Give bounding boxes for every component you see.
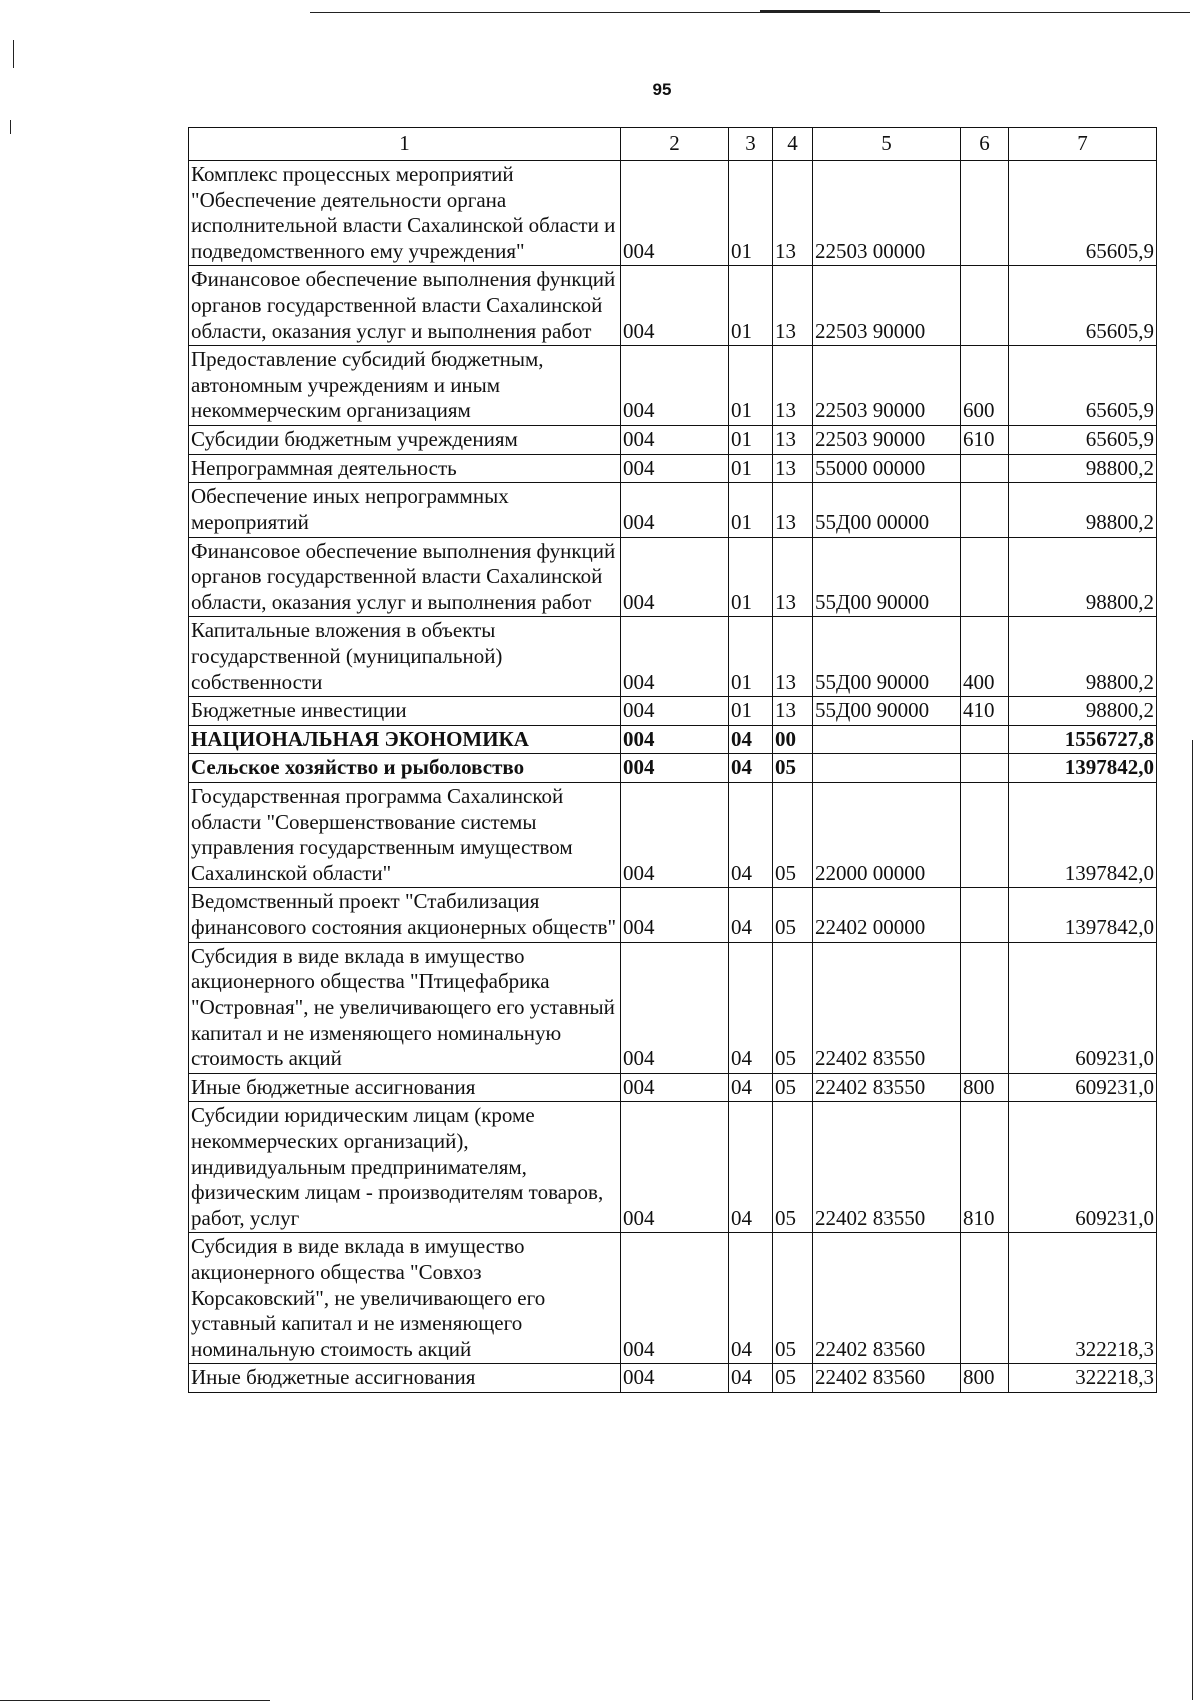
grbs-code-cell: 004 [621,783,729,888]
section-code-cell: 04 [729,725,773,754]
table-row [189,161,1157,266]
subsection-code-cell: 13 [773,537,813,617]
scan-artifact-left-mark [10,120,11,134]
table-row [189,888,1157,942]
expense-type-cell: 400 [961,617,1009,697]
expense-type-cell [961,942,1009,1073]
amount-cell: 65605,9 [1009,161,1157,266]
target-article-cell: 22503 90000 [813,426,961,455]
table-row [189,1073,1157,1102]
item-name-cell: Иные бюджетные ассигнования [189,1364,621,1393]
table-row [189,1233,1157,1364]
table-row [189,426,1157,455]
amount-cell: 98800,2 [1009,483,1157,537]
amount-cell: 65605,9 [1009,426,1157,455]
section-code-cell: 04 [729,942,773,1073]
section-code-cell: 01 [729,266,773,346]
amount-cell: 65605,9 [1009,346,1157,426]
column-header: 2 [621,128,729,161]
subsection-code-cell: 13 [773,454,813,483]
expense-type-cell: 810 [961,1102,1009,1233]
target-article-cell: 22402 83550 [813,942,961,1073]
item-name-cell: Субсидия в виде вклада в имущество акционерного общества "Совхоз Корсаковский", не увеличивающего его уставный капитал и не изменяющего номинальную стоимость акций [189,1233,621,1364]
grbs-code-cell: 004 [621,697,729,726]
table-row [189,725,1157,754]
grbs-code-cell: 004 [621,346,729,426]
table-body [189,161,1157,1393]
target-article-cell: 55Д00 90000 [813,617,961,697]
grbs-code-cell: 004 [621,1233,729,1364]
target-article-cell [813,725,961,754]
grbs-code-cell: 004 [621,266,729,346]
amount-cell: 98800,2 [1009,537,1157,617]
table-row [189,454,1157,483]
amount-cell: 609231,0 [1009,1102,1157,1233]
table-row [189,346,1157,426]
table-row [189,537,1157,617]
item-name-cell: Финансовое обеспечение выполнения функций органов государственной власти Сахалинской области, оказания услуг и выполнения работ [189,266,621,346]
table-row [189,1102,1157,1233]
section-code-cell: 01 [729,426,773,455]
section-code-cell: 04 [729,1364,773,1393]
expense-type-cell [961,454,1009,483]
item-name-cell: Государственная программа Сахалинской области "Совершенствование системы управления государственным имуществом Сахалинской области" [189,783,621,888]
grbs-code-cell: 004 [621,942,729,1073]
item-name-cell: Капитальные вложения в объекты государственной (муниципальной) собственности [189,617,621,697]
amount-cell: 1556727,8 [1009,725,1157,754]
subsection-code-cell: 13 [773,266,813,346]
expense-type-cell: 600 [961,346,1009,426]
item-name-cell: Предоставление субсидий бюджетным, автономным учреждениям и иным некоммерческим организациям [189,346,621,426]
item-name-cell: Ведомственный проект "Стабилизация финансового состояния акционерных обществ" [189,888,621,942]
target-article-cell: 55000 00000 [813,454,961,483]
item-name-cell: Субсидия в виде вклада в имущество акционерного общества "Птицефабрика "Островная", не увеличивающего его уставный капитал и не изменяющего номинальную стоимость акций [189,942,621,1073]
target-article-cell: 55Д00 90000 [813,697,961,726]
table-row [189,942,1157,1073]
grbs-code-cell: 004 [621,754,729,783]
subsection-code-cell: 13 [773,161,813,266]
scan-artifact-bottom-line [0,1700,270,1701]
subsection-code-cell: 00 [773,725,813,754]
item-name-cell: НАЦИОНАЛЬНАЯ ЭКОНОМИКА [189,725,621,754]
column-header: 4 [773,128,813,161]
expense-type-cell [961,537,1009,617]
section-code-cell: 04 [729,1073,773,1102]
target-article-cell: 22402 83560 [813,1364,961,1393]
subsection-code-cell: 13 [773,483,813,537]
grbs-code-cell: 004 [621,426,729,455]
target-article-cell: 22402 83550 [813,1102,961,1233]
target-article-cell: 22402 00000 [813,888,961,942]
section-code-cell: 04 [729,1102,773,1233]
column-header: 6 [961,128,1009,161]
expense-type-cell [961,1233,1009,1364]
scan-artifact-left-mark [13,40,14,68]
expense-type-cell [961,266,1009,346]
grbs-code-cell: 004 [621,483,729,537]
item-name-cell: Финансовое обеспечение выполнения функций органов государственной власти Сахалинской области, оказания услуг и выполнения работ [189,537,621,617]
amount-cell: 98800,2 [1009,454,1157,483]
grbs-code-cell: 004 [621,537,729,617]
scan-artifact-right-edge [1192,740,1193,1700]
scan-artifact-top-mark [760,10,880,13]
section-code-cell: 01 [729,537,773,617]
table-row [189,266,1157,346]
table-row [189,483,1157,537]
page-number: 95 [652,80,672,99]
subsection-code-cell: 13 [773,697,813,726]
section-code-cell: 04 [729,783,773,888]
item-name-cell: Сельское хозяйство и рыболовство [189,754,621,783]
section-code-cell: 01 [729,454,773,483]
expense-type-cell [961,888,1009,942]
target-article-cell: 55Д00 90000 [813,537,961,617]
section-code-cell: 01 [729,697,773,726]
column-header: 1 [189,128,621,161]
amount-cell: 1397842,0 [1009,888,1157,942]
target-article-cell [813,754,961,783]
table-row [189,617,1157,697]
budget-table [188,127,1157,1393]
expense-type-cell: 800 [961,1364,1009,1393]
target-article-cell: 22000 00000 [813,783,961,888]
column-number-row [189,128,1157,161]
target-article-cell: 55Д00 00000 [813,483,961,537]
table-row [189,1364,1157,1393]
item-name-cell: Субсидии бюджетным учреждениям [189,426,621,455]
subsection-code-cell: 05 [773,888,813,942]
amount-cell: 609231,0 [1009,1073,1157,1102]
table-row [189,754,1157,783]
expense-type-cell: 610 [961,426,1009,455]
grbs-code-cell: 004 [621,617,729,697]
section-code-cell: 01 [729,617,773,697]
subsection-code-cell: 05 [773,1233,813,1364]
grbs-code-cell: 004 [621,888,729,942]
subsection-code-cell: 13 [773,426,813,455]
amount-cell: 98800,2 [1009,617,1157,697]
section-code-cell: 04 [729,888,773,942]
grbs-code-cell: 004 [621,1364,729,1393]
subsection-code-cell: 13 [773,346,813,426]
target-article-cell: 22402 83560 [813,1233,961,1364]
target-article-cell: 22503 90000 [813,346,961,426]
section-code-cell: 04 [729,754,773,783]
section-code-cell: 04 [729,1233,773,1364]
subsection-code-cell: 05 [773,783,813,888]
column-header: 5 [813,128,961,161]
column-header: 3 [729,128,773,161]
expense-type-cell: 800 [961,1073,1009,1102]
target-article-cell: 22402 83550 [813,1073,961,1102]
grbs-code-cell: 004 [621,1073,729,1102]
subsection-code-cell: 05 [773,1102,813,1233]
grbs-code-cell: 004 [621,1102,729,1233]
table-row [189,783,1157,888]
expense-type-cell: 410 [961,697,1009,726]
expense-type-cell [961,725,1009,754]
subsection-code-cell: 05 [773,1364,813,1393]
table-row [189,697,1157,726]
amount-cell: 98800,2 [1009,697,1157,726]
grbs-code-cell: 004 [621,725,729,754]
expense-type-cell [961,161,1009,266]
expense-type-cell [961,783,1009,888]
amount-cell: 609231,0 [1009,942,1157,1073]
amount-cell: 65605,9 [1009,266,1157,346]
item-name-cell: Субсидии юридическим лицам (кроме некоммерческих организаций), индивидуальным предпринимателям, физическим лицам - производителям товаров, работ, услуг [189,1102,621,1233]
item-name-cell: Комплекс процессных мероприятий "Обеспечение деятельности органа исполнительной власти Сахалинской области и подведомственного ему учреждения" [189,161,621,266]
amount-cell: 322218,3 [1009,1233,1157,1364]
section-code-cell: 01 [729,483,773,537]
subsection-code-cell: 05 [773,1073,813,1102]
target-article-cell: 22503 00000 [813,161,961,266]
target-article-cell: 22503 90000 [813,266,961,346]
expense-type-cell [961,483,1009,537]
subsection-code-cell: 13 [773,617,813,697]
item-name-cell: Иные бюджетные ассигнования [189,1073,621,1102]
subsection-code-cell: 05 [773,942,813,1073]
item-name-cell: Непрограммная деятельность [189,454,621,483]
grbs-code-cell: 004 [621,454,729,483]
section-code-cell: 01 [729,346,773,426]
amount-cell: 1397842,0 [1009,754,1157,783]
expense-type-cell [961,754,1009,783]
column-header: 7 [1009,128,1157,161]
amount-cell: 322218,3 [1009,1364,1157,1393]
scan-artifact-top-line [310,12,1190,13]
amount-cell: 1397842,0 [1009,783,1157,888]
item-name-cell: Обеспечение иных непрограммных мероприятий [189,483,621,537]
subsection-code-cell: 05 [773,754,813,783]
item-name-cell: Бюджетные инвестиции [189,697,621,726]
grbs-code-cell: 004 [621,161,729,266]
section-code-cell: 01 [729,161,773,266]
